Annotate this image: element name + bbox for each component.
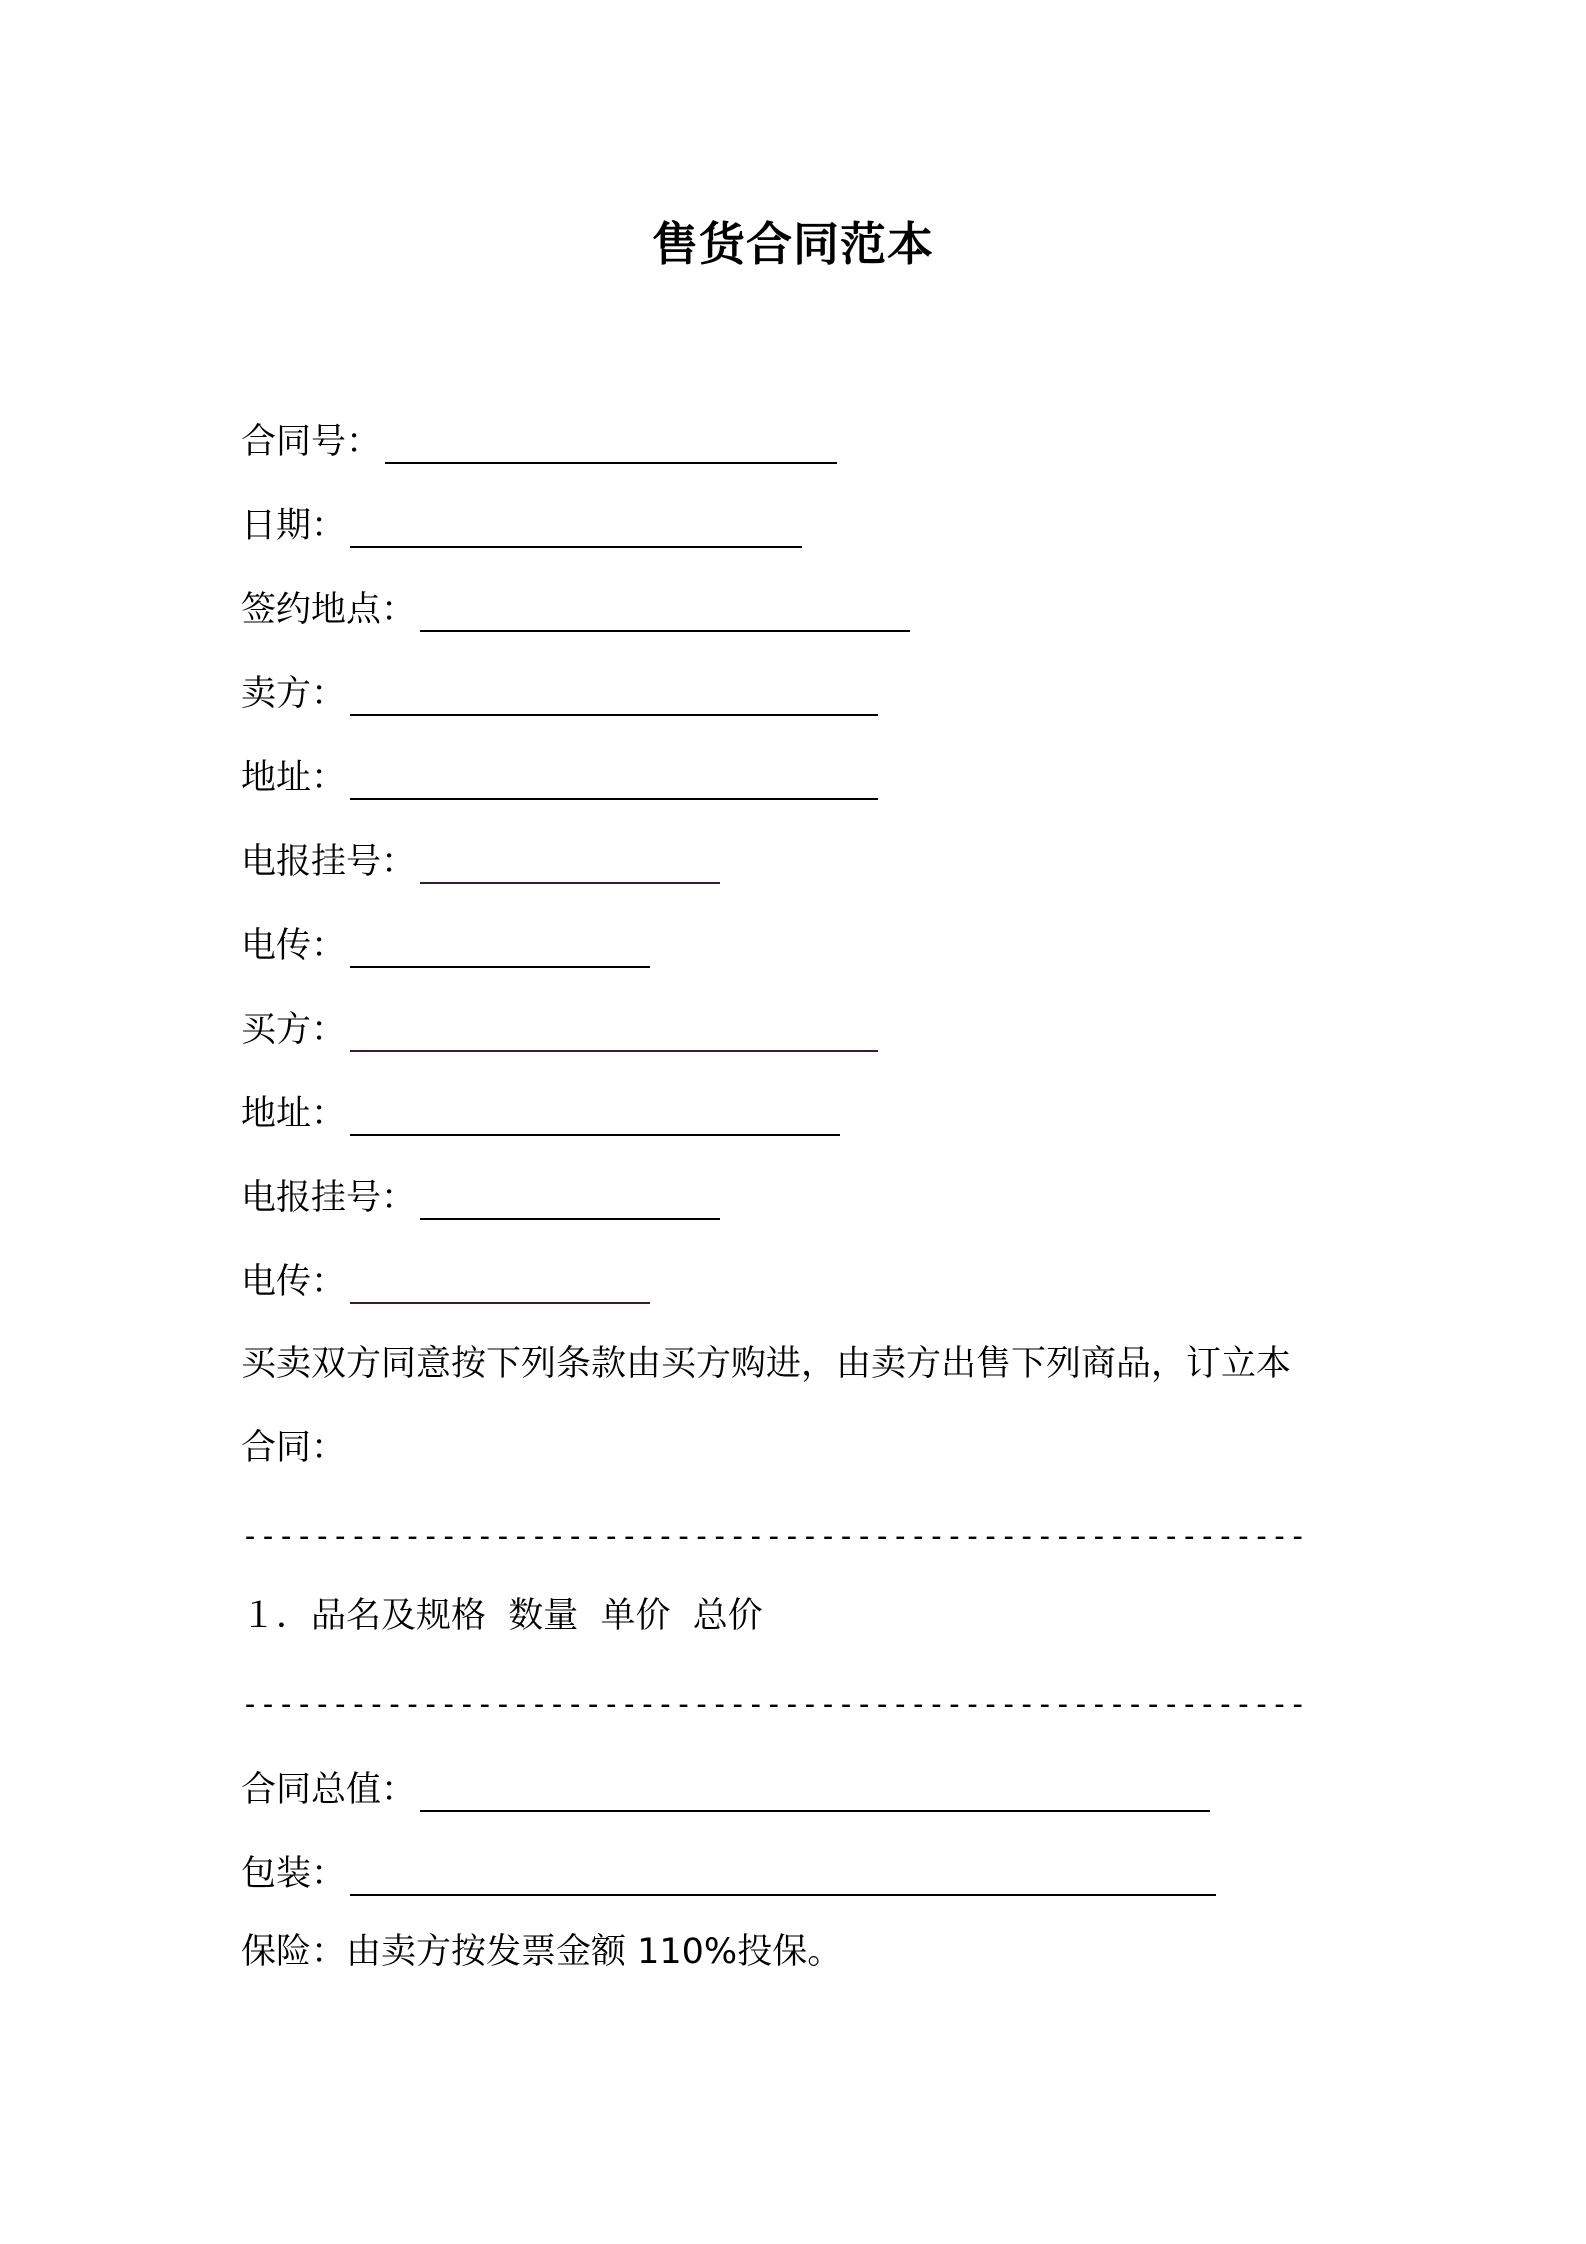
sign-place-blank[interactable] — [420, 592, 910, 632]
seller-telex-label: 电报挂号： — [241, 842, 417, 882]
seller-fax-label: 电传： — [241, 926, 347, 966]
packing-row — [241, 1846, 1216, 1896]
document-title: 售货合同范本 — [652, 217, 934, 271]
seller-fax-row — [241, 918, 650, 968]
item-columns-header: １．品名及规格 数量 单价 总价 — [241, 1596, 763, 1636]
seller-telex-row — [241, 834, 720, 884]
buyer-telex-label: 电报挂号： — [241, 1178, 417, 1218]
buyer-fax-blank[interactable] — [350, 1264, 650, 1304]
date-row — [241, 498, 802, 548]
contract-no-label: 合同号： — [241, 422, 382, 462]
packing-blank[interactable] — [350, 1856, 1216, 1896]
buyer-fax-label: 电传： — [241, 1262, 347, 1302]
agreement-text-line-2: 合同： — [241, 1428, 347, 1468]
sign-place-label: 签约地点： — [241, 590, 417, 630]
buyer-telex-blank[interactable] — [420, 1180, 720, 1220]
seller-row — [241, 666, 878, 716]
buyer-address-row — [241, 1086, 840, 1136]
buyer-address-blank[interactable] — [350, 1096, 840, 1136]
seller-fax-blank[interactable] — [350, 928, 650, 968]
buyer-blank[interactable] — [350, 1012, 878, 1052]
buyer-row — [241, 1002, 878, 1052]
agreement-text-line-1: 买卖双方同意按下列条款由买方购进，由卖方出售下列商品，订立本 — [241, 1344, 1292, 1384]
buyer-telex-row — [241, 1170, 720, 1220]
contract-no-row — [241, 414, 837, 464]
seller-telex-blank[interactable] — [420, 844, 720, 884]
insurance-clause: 保险：由卖方按发票金额 110%投保。 — [241, 1932, 843, 1972]
buyer-address-label: 地址： — [241, 1094, 347, 1134]
buyer-fax-row — [241, 1254, 650, 1304]
total-value-label: 合同总值： — [241, 1770, 417, 1810]
total-value-blank[interactable] — [420, 1772, 1210, 1812]
sign-place-row — [241, 582, 910, 632]
contract-no-blank[interactable] — [385, 424, 837, 464]
date-label: 日期： — [241, 506, 347, 546]
buyer-label: 买方： — [241, 1010, 347, 1050]
separator-dashes-top: ----------------------------------------------------------- — [241, 1519, 1307, 1554]
seller-address-row — [241, 750, 878, 800]
separator-dashes-bottom: ----------------------------------------------------------- — [241, 1687, 1307, 1722]
seller-label: 卖方： — [241, 674, 347, 714]
seller-blank[interactable] — [350, 676, 878, 716]
packing-label: 包装： — [241, 1854, 347, 1894]
date-blank[interactable] — [350, 508, 802, 548]
total-value-row — [241, 1762, 1210, 1812]
seller-address-blank[interactable] — [350, 760, 878, 800]
seller-address-label: 地址： — [241, 758, 347, 798]
